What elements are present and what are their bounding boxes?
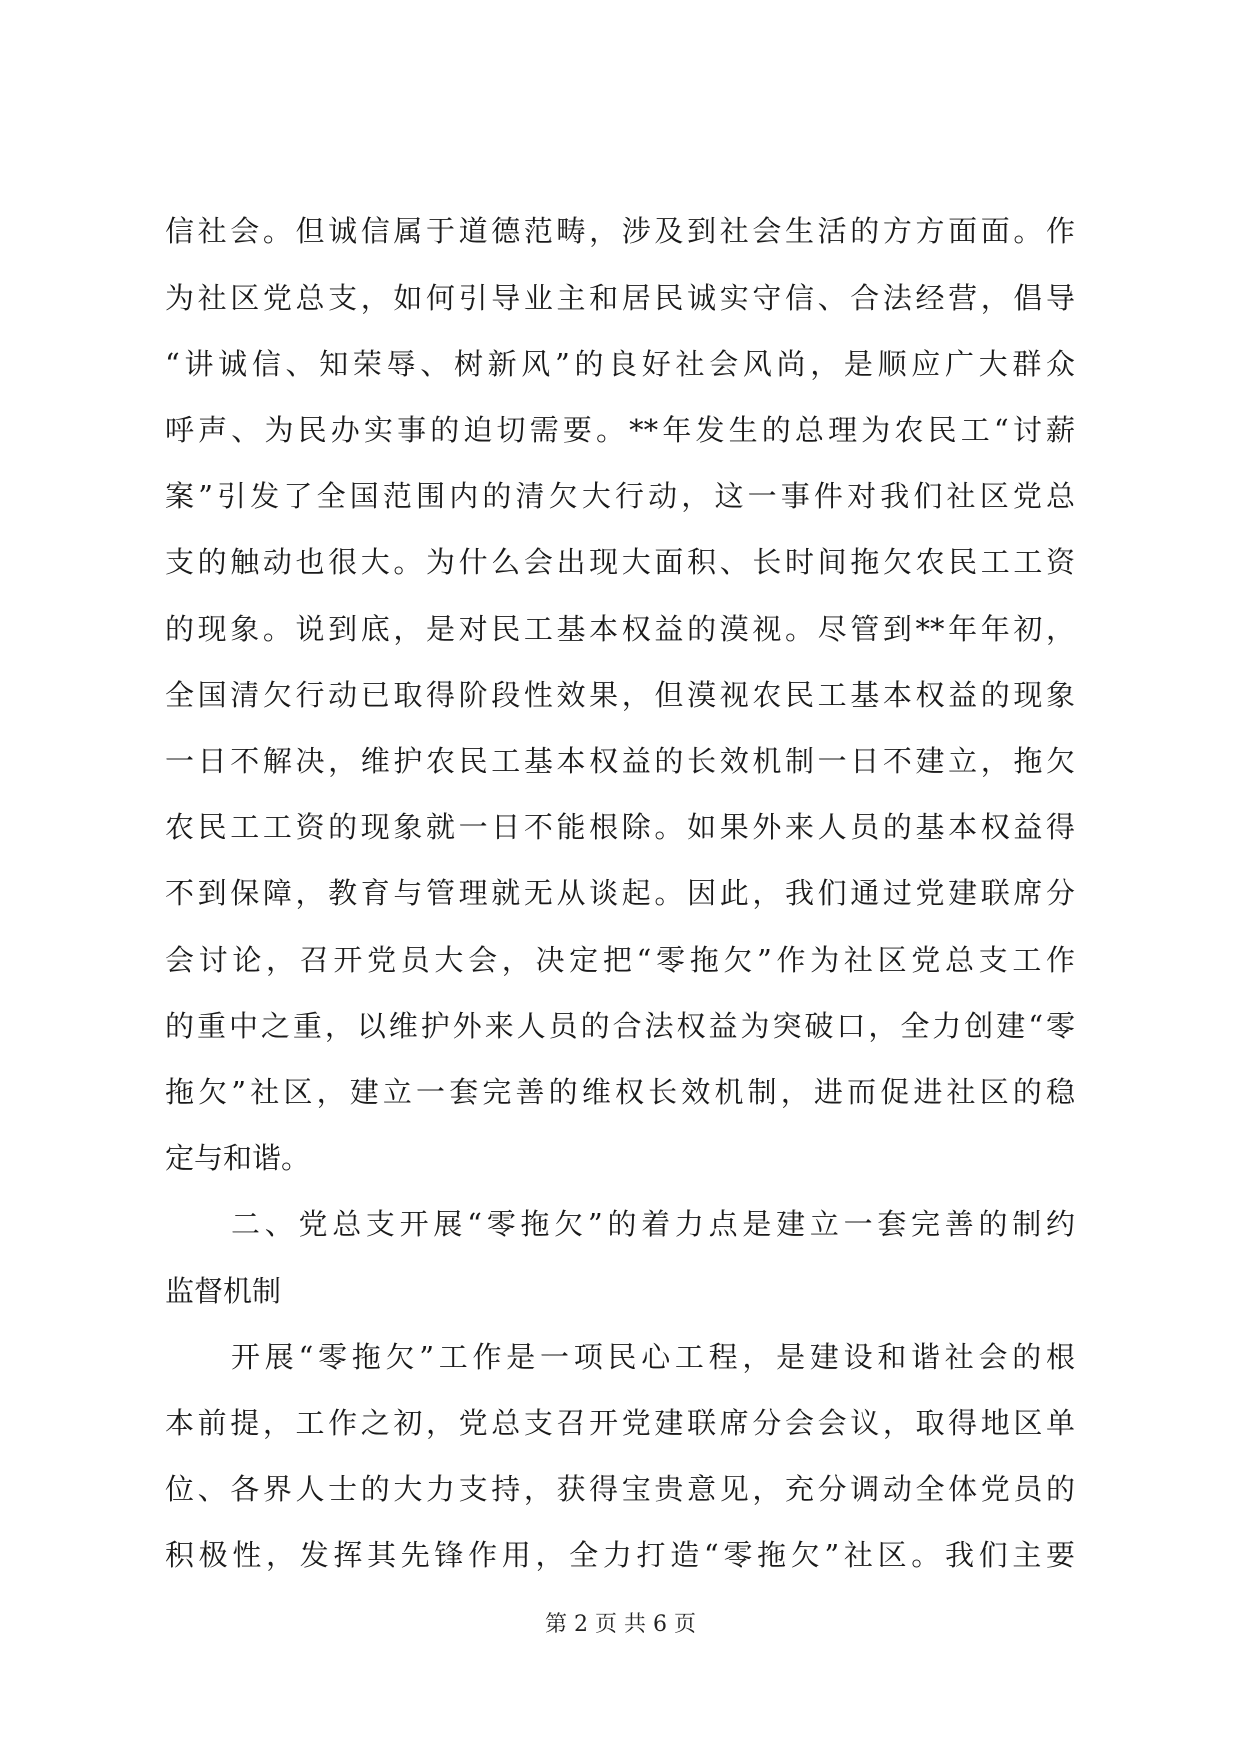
text-line: 为社区党总支，如何引导业主和居民诚实守信、合法经营，倡导 [165,281,1075,315]
text-line: 农民工工资的现象就一日不能根除。如果外来人员的基本权益得 [165,810,1075,844]
text-line: 位、各界人士的大力支持，获得宝贵意见，充分调动全体党员的 [165,1472,1075,1506]
text-line: 本前提，工作之初，党总支召开党建联席分会会议，取得地区单 [165,1406,1075,1440]
text-line: 会讨论，召开党员大会，决定把“零拖欠”作为社区党总支工作 [165,943,1075,977]
section-heading-line: 监督机制 [165,1274,282,1308]
text-line: 不到保障，教育与管理就无从谈起。因此，我们通过党建联席分 [165,876,1075,910]
text-line: 定与和谐。 [165,1141,311,1175]
text-line: 开展“零拖欠”工作是一项民心工程，是建设和谐社会的根 [231,1340,1075,1374]
text-line: 拖欠”社区，建立一套完善的维权长效机制，进而促进社区的稳 [165,1075,1075,1109]
text-line: 的现象。说到底，是对民工基本权益的漠视。尽管到**年年初， [165,612,1075,646]
text-line: 积极性，发挥其先锋作用，全力打造“零拖欠”社区。我们主要 [165,1538,1075,1572]
section-heading-line: 二、党总支开展“零拖欠”的着力点是建立一套完善的制约 [231,1207,1075,1241]
text-line: 的重中之重，以维护外来人员的合法权益为突破口，全力创建“零 [165,1009,1075,1043]
text-line: 支的触动也很大。为什么会出现大面积、长时间拖欠农民工工资 [165,545,1075,579]
text-line: 信社会。但诚信属于道德范畴，涉及到社会生活的方方面面。作 [165,214,1075,248]
text-line: 一日不解决，维护农民工基本权益的长效机制一日不建立，拖欠 [165,744,1075,778]
text-line: “讲诚信、知荣辱、树新风”的良好社会风尚，是顺应广大群众 [165,347,1075,381]
text-line: 呼声、为民办实事的迫切需要。**年发生的总理为农民工“讨薪 [165,413,1075,447]
text-line: 全国清欠行动已取得阶段性效果，但漠视农民工基本权益的现象 [165,678,1075,712]
page-number-footer: 第 2 页 共 6 页 [545,1612,696,1637]
text-line: 案”引发了全国范围内的清欠大行动，这一事件对我们社区党总 [165,479,1075,513]
